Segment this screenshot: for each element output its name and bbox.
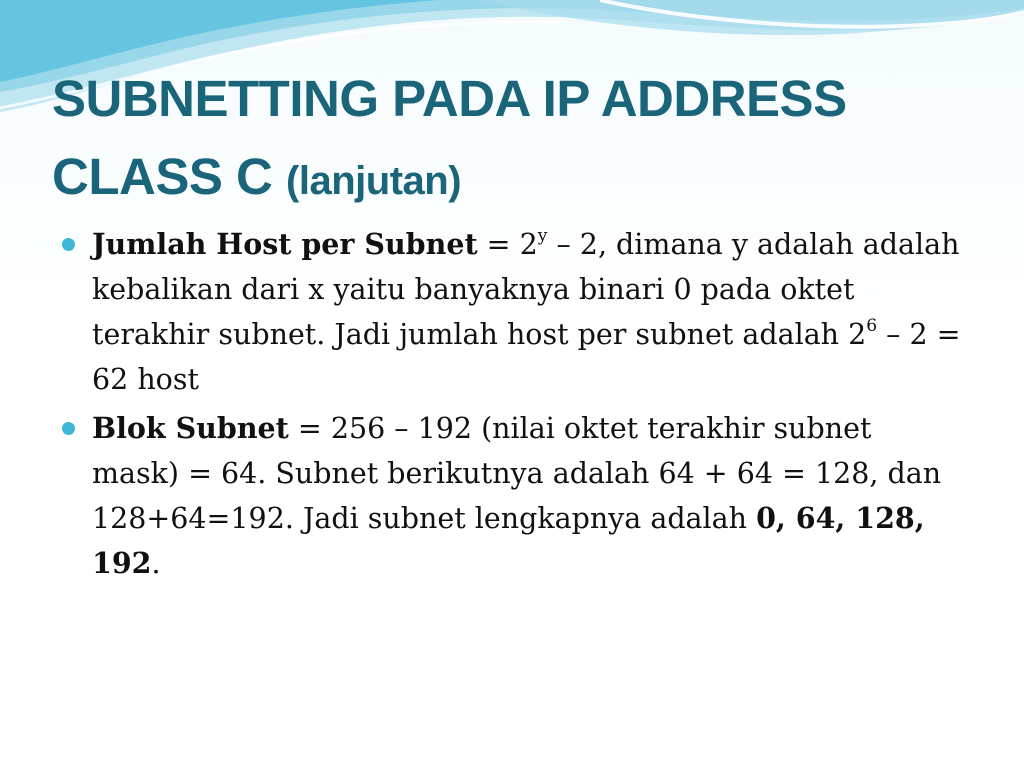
exponent: y <box>537 225 548 246</box>
title-suffix: (lanjutan) <box>286 159 462 203</box>
bullet-emphasis: 0, 64, 128, 192 <box>92 501 925 580</box>
title-line-1: SUBNETTING PADA IP ADDRESS <box>52 70 847 127</box>
bullet-dot-icon <box>62 238 75 251</box>
bullet-term: Blok Subnet <box>92 411 289 445</box>
exponent: 6 <box>866 315 878 336</box>
bullet-text: – 2 = 62 host <box>92 318 961 396</box>
bullet-text: . <box>151 547 161 580</box>
bullet-term: Jumlah Host per Subnet <box>92 227 478 261</box>
bullet-dot-icon <box>62 422 75 435</box>
slide-title <box>52 60 992 220</box>
bullet-list <box>62 222 962 590</box>
bullet-text: = 2 <box>477 228 538 261</box>
bullet-item-block-subnet <box>62 406 962 586</box>
title-line-2: CLASS C <box>52 148 273 205</box>
bullet-text: = 256 – 192 (nilai oktet terakhir subnet mask) = 64. Subnet berikutnya adalah 64 + 64 = 128, dan 128+64=192. Jadi subnet lengkapnya adalah <box>92 412 942 535</box>
bullet-item-host-count <box>62 222 962 402</box>
bullet-text: – 2, dimana y adalah adalah kebalikan dari x yaitu banyaknya binari 0 pada oktet terakhir subnet. Jadi jumlah host per subnet adalah 2 <box>92 228 960 351</box>
